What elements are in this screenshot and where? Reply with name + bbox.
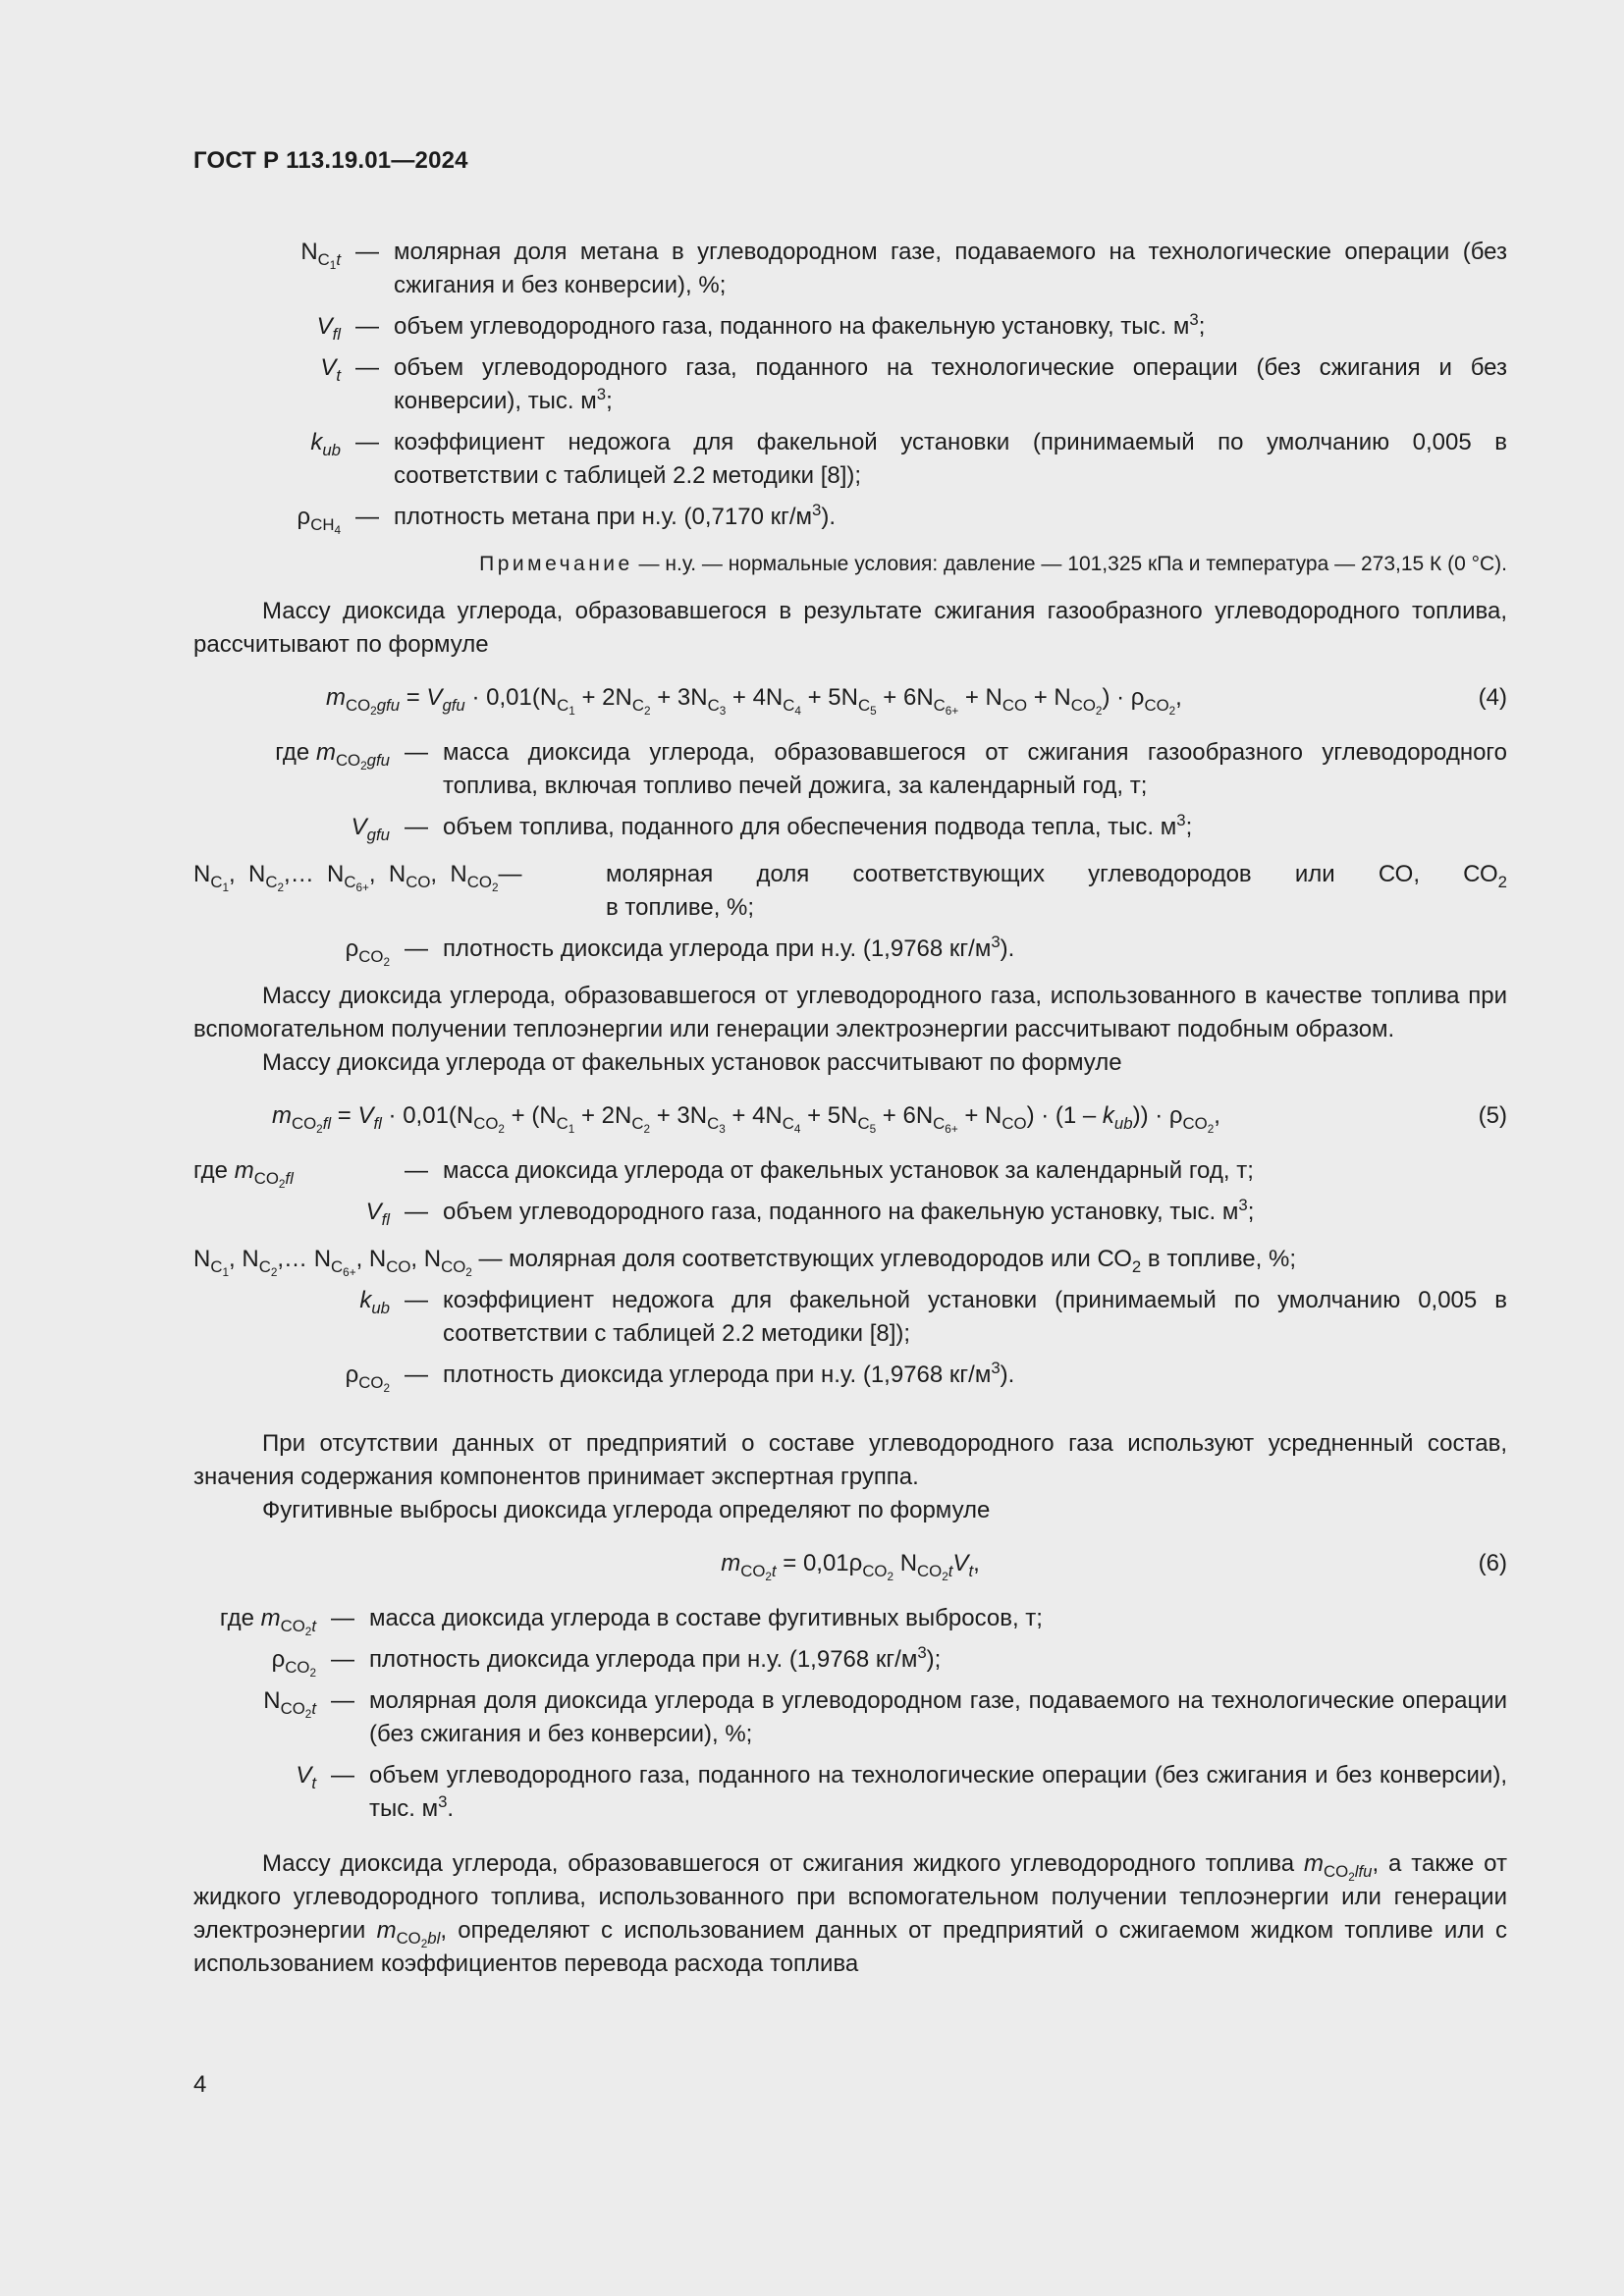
- symbol: $\rho_{CO_2}$: [345, 935, 390, 969]
- symbol: $\rho_{CO_2}$: [345, 1362, 390, 1395]
- formula-6: $m_{CO_2t} = 0,01\rho_{CO_2}$ $N_{CO_2t}V_t$, (6): [193, 1547, 1507, 1580]
- symbol: где $m_{CO_2fl}$: [193, 1157, 294, 1191]
- symbol: $k_{ub}$: [310, 429, 341, 459]
- symbol: где $m_{CO_2gfu}$: [275, 739, 390, 773]
- document-body: [193, 236, 1507, 1981]
- definition-text: коэффициент недожога для факельной установки (принимаемый по умолчанию 0,005 в соответствии с таблицей 2.2 методики [8]);: [443, 1287, 1507, 1347]
- definition-text: объем углеводородного газа, поданного на факельную установку, тыс. $м^3$;: [443, 1195, 1255, 1225]
- definition-text: объем углеводородного газа, поданного на факельную установку, тыс. $м^3$;: [394, 309, 1206, 340]
- paragraph: При отсутствии данных от предприятий о составе углеводородного газа используют усредненный состав, значения содержания компонентов принимает экспертная группа.: [193, 1430, 1507, 1490]
- definitions-list: $N_{C_1t}$ — молярная доля метана в углеводородном газе, подаваемого на технологические операции (без сжигания и без конверсии), %; $V_{fl}$ — объем углеводородного газа, поданного на факельную установку, тыс. $м^3$; $V_t$ — объем углеводородного газа, поданного на технологические операции (без сжигания и без конверсии), тыс. $м^3$; $k_{ub}$ — коэффициент недожога для факельной установки (принимаемый по умолчанию 0,005 в соответствии с таблицей 2.2 методики [8]); $\rho_{CH_4}$ — плотность метана при н.у. (0,7170 $кг/м^3$).: [193, 236, 1507, 542]
- paragraph: Фугитивные выбросы диоксида углерода определяют по формуле: [262, 1497, 991, 1523]
- definitions-list: $\rho_{CO_2}$ — плотность диоксида углерода при н.у. (1,9768 $кг/м^3$).: [193, 933, 1507, 974]
- definitions-list: $k_{ub}$ — коэффициент недожога для факельной установки (принимаемый по умолчанию 0,005 в соответствии с таблицей 2.2 методики [8]); $\rho_{CO_2}$ — плотность диоксида углерода при н.у. (1,9768 $кг/м^3$).: [193, 1284, 1507, 1400]
- document-header: ГОСТ Р 113.19.01—2024: [193, 147, 468, 174]
- formula-4: $m_{CO_2gfu} = V_{gfu} \cdot 0,01(N_{C_1} + 2N_{C_2} + 3N_{C_3} + 4N_{C_4} + 5N_{C_5} + 6N_{C_{6+}} + N_{CO} + N_{CO_2}) \cdot \rho_{CO_2}$, (4): [193, 681, 1507, 715]
- formula-5: $m_{CO_2fl} = V_{fl} \cdot 0,01(N_{CO_2} + (N_{C_1} + 2N_{C_2} + 3N_{C_3} + 4N_{C_4} + 5N_{C_5} + 6N_{C_{6+}} + N_{CO}) \cdot (1 - k_{ub})) \cdot \rho_{CO_2}$, (5): [193, 1099, 1507, 1133]
- symbol: $V_{fl}$: [365, 1199, 390, 1229]
- definitions-list: где $m_{CO_2gfu}$ — масса диоксида углерода, образовавшегося от сжигания газообразного углеводородного топлива, включая топливо печей дожига, за календарный год, т; $V_{gfu}$ — объем топлива, поданного для обеспечения подвода тепла, тыс. $м^3$;: [193, 736, 1507, 852]
- definition-text: молярная доля соответствующих углеводородов или СО, $СО_2$: [606, 861, 1507, 891]
- definitions-list: где $m_{CO_2fl}$ — масса диоксида углерода от факельных установок за календарный год, т; $V_{fl}$ — объем углеводородного газа, поданного на факельную установку, тыс. $м^3$;: [193, 1154, 1507, 1237]
- symbol: $V_t$: [296, 1762, 316, 1792]
- definition-text: объем углеводородного газа, поданного на технологические операции (без сжигания и без конверсии), тыс. $м^3$.: [369, 1762, 1507, 1822]
- page-number: 4: [193, 2071, 207, 2098]
- definition-text: плотность диоксида углерода при н.у. (1,9768 $кг/м^3$).: [443, 932, 1015, 962]
- symbol: $k_{ub}$: [359, 1287, 390, 1317]
- symbol: $N_{C_1t}$: [300, 239, 341, 272]
- paragraph: Массу диоксида углерода, образовавшегося в результате сжигания газообразного углеводородного топлива, рассчитывают по формуле: [193, 598, 1507, 658]
- note-text: — н.у. — нормальные условия: давление — 101,325 кПа и температура — 273,15 К (0 °С).: [632, 553, 1507, 575]
- paragraph: Массу диоксида углерода от факельных установок рассчитывают по формуле: [262, 1049, 1122, 1076]
- symbol: где $m_{CO_2t}$: [219, 1605, 316, 1638]
- definitions-list: где $m_{CO_2t}$ — масса диоксида углерода в составе фугитивных выбросов, т; $\rho_{CO_2}$ — плотность диоксида углерода при н.у. (1,9768 $кг/м^3$); $N_{CO_2t}$ — молярная доля диоксида углерода в углеводородном газе, подаваемого на технологические операции (без сжигания и без конверсии), %; $V_t$ — объем углеводородного газа, поданного на технологические операции (без сжигания и без конверсии), тыс. $м^3$.: [193, 1602, 1507, 1834]
- definition-row: $N_{C_1}$, $N_{C_2},\dots$ $N_{C_{6+}}$, $N_{CO}$, $N_{CO_2}$ — молярная доля соответствующих углеводородов или $СО_2$ в топливе, %;: [193, 1246, 1296, 1279]
- definition-text: коэффициент недожога для факельной установки (принимаемый по умолчанию 0,005 в соответствии с таблицей 2.2 методики [8]);: [394, 429, 1507, 489]
- note: [193, 548, 1507, 581]
- definition-text: объем топлива, поданного для обеспечения подвода тепла, тыс. $м^3$;: [443, 810, 1193, 840]
- definition-text: молярная доля диоксида углерода в углеводородном газе, подаваемого на технологические операции (без сжигания и без конверсии), %;: [369, 1687, 1507, 1747]
- symbol: $N_{CO_2t}$: [263, 1687, 316, 1721]
- symbol: $V_{fl}$: [316, 313, 341, 344]
- formula-number: (5): [1478, 1102, 1507, 1129]
- paragraph: Массу диоксида углерода, образовавшегося от сжигания жидкого углеводородного топлива $m_{CO_2lfu}$, а также от жидкого углеводородного топлива, использованного при вспомогательном получении теплоэнергии или генерации электроэнергии $m_{CO_2bl}$, определяют с использованием данных от предприятий о сжигаемом жидком топливе или с использованием коэффициентов перевода расхода топлива: [193, 1850, 1507, 1977]
- symbol: $V_t$: [320, 354, 341, 385]
- definition-text: масса диоксида углерода, образовавшегося от сжигания газообразного углеводородного топлива, включая топливо печей дожига, за календарный год, т;: [443, 739, 1507, 799]
- formula-number: (4): [1478, 684, 1507, 711]
- definition-row: $N_{C_1}$, $N_{C_2},\dots$ $N_{C_{6+}}$, $N_{CO}$, $N_{CO_2}—$ молярная доля соответствующих углеводородов или СО, $СО_2$ в топливе, %;: [193, 858, 1507, 925]
- note-label: Примечание: [479, 553, 633, 575]
- definition-text: плотность метана при н.у. (0,7170 $кг/м^3$).: [394, 500, 837, 530]
- definition-text: масса диоксида углерода в составе фугитивных выбросов, т;: [369, 1605, 1043, 1631]
- paragraph: Массу диоксида углерода, образовавшегося от углеводородного газа, использованного в качестве топлива при вспомогательном получении теплоэнергии или генерации электроэнергии рассчитывают подобным образом.: [193, 983, 1507, 1042]
- symbol: $\rho_{CH_4}$: [297, 504, 341, 537]
- definition-text: плотность диоксида углерода при н.у. (1,9768 $кг/м^3$);: [369, 1642, 942, 1673]
- definition-text: плотность диоксида углерода при н.у. (1,9768 $кг/м^3$).: [443, 1358, 1015, 1388]
- definition-text: объем углеводородного газа, поданного на технологические операции (без сжигания и без конверсии), тыс. $м^3$;: [394, 354, 1507, 414]
- definition-text: молярная доля метана в углеводородном газе, подаваемого на технологические операции (без сжигания и без конверсии), %;: [394, 239, 1507, 298]
- symbol: $N_{C_1}$, $N_{C_2},\dots$ $N_{C_{6+}}$, $N_{CO}$, $N_{CO_2}—$: [193, 861, 522, 894]
- definition-text: масса диоксида углерода от факельных установок за календарный год, т;: [443, 1157, 1254, 1184]
- formula-number: (6): [1478, 1550, 1507, 1576]
- symbol: $V_{gfu}$: [351, 814, 390, 844]
- symbol: $\rho_{CO_2}$: [271, 1646, 316, 1680]
